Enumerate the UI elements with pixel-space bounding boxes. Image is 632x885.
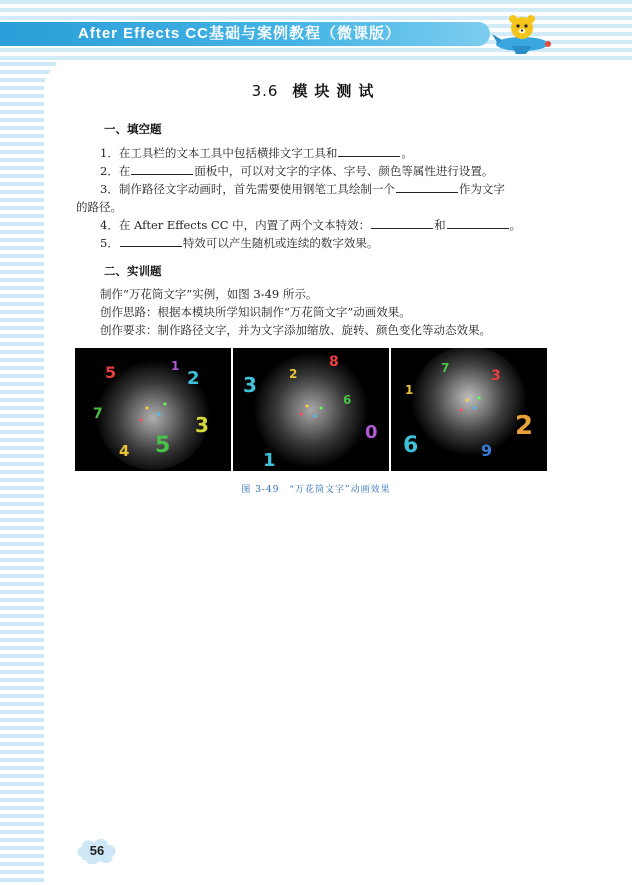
fill-blank-heading: 一、填空题 xyxy=(104,122,162,136)
svg-text:7: 7 xyxy=(93,406,103,422)
svg-text:1: 1 xyxy=(171,359,180,373)
practice-heading: 二、实训题 xyxy=(104,264,162,278)
answer-blank xyxy=(447,216,509,229)
question-3-continued: 的路径。 xyxy=(76,200,122,214)
section-title xyxy=(0,80,632,101)
practice-section xyxy=(76,262,550,339)
answer-blank xyxy=(396,180,458,193)
svg-text:9: 9 xyxy=(481,441,493,460)
fill-blank-section xyxy=(76,120,550,252)
svg-text:1: 1 xyxy=(405,383,414,397)
svg-text:2: 2 xyxy=(187,368,200,389)
question-1: 1．在工具栏的文本工具中包括横排文字工具和 。 xyxy=(100,146,413,160)
kaleidoscope-figure xyxy=(75,348,547,471)
section-number: 3.6 xyxy=(251,82,279,100)
kaleidoscope-frame-3 xyxy=(391,348,547,471)
question-2: 2．在 面板中，可以对文字的字体、字号、颜色等属性进行设置。 xyxy=(100,164,494,178)
svg-text:3: 3 xyxy=(243,373,257,397)
svg-text:6: 6 xyxy=(403,433,419,458)
svg-text:7: 7 xyxy=(441,361,450,375)
kaleidoscope-image-1 xyxy=(75,348,231,471)
question-4: 4．在 After Effects CC 中，内置了两个文本特效： 和 。 xyxy=(100,218,522,232)
practice-line-3: 创作要求：制作路径文字，并为文字添加缩放、旋转、颜色变化等动态效果。 xyxy=(100,323,491,337)
kaleidoscope-frame-1 xyxy=(75,348,231,471)
svg-text:3: 3 xyxy=(195,413,209,437)
practice-line-2: 创作思路：根据本模块所学知识制作“万花筒文字”动画效果。 xyxy=(100,305,411,319)
answer-blank xyxy=(371,216,433,229)
page-number: 56 xyxy=(89,843,105,858)
kaleidoscope-image-3 xyxy=(391,348,547,471)
bear-airplane-icon xyxy=(492,10,552,56)
answer-blank xyxy=(120,234,182,247)
svg-text:5: 5 xyxy=(155,433,171,458)
section-name: 模块测试 xyxy=(292,82,381,100)
page-header xyxy=(0,0,632,62)
kaleidoscope-frame-2 xyxy=(233,348,389,471)
svg-text:1: 1 xyxy=(263,450,276,471)
book-title: After Effects CC基础与案例教程（微课版） xyxy=(78,25,402,42)
svg-text:0: 0 xyxy=(365,422,378,443)
svg-text:5: 5 xyxy=(105,363,117,382)
answer-blank xyxy=(131,162,193,175)
svg-text:2: 2 xyxy=(515,411,534,441)
svg-text:4: 4 xyxy=(119,442,130,460)
question-5: 5． 特效可以产生随机或连续的数字效果。 xyxy=(100,236,379,250)
svg-text:6: 6 xyxy=(343,393,352,407)
question-3: 3．制作路径文字动画时，首先需要使用钢笔工具绘制一个 作为文字 xyxy=(100,182,505,196)
svg-text:3: 3 xyxy=(491,368,501,384)
figure-caption: 图 3-49 “万花筒文字”动画效果 xyxy=(241,485,391,495)
answer-blank xyxy=(338,144,400,157)
practice-line-1: 制作“万花筒文字”实例，如图 3-49 所示。 xyxy=(100,287,318,301)
svg-text:2: 2 xyxy=(289,367,298,381)
svg-text:8: 8 xyxy=(329,354,339,370)
kaleidoscope-image-2 xyxy=(233,348,389,471)
